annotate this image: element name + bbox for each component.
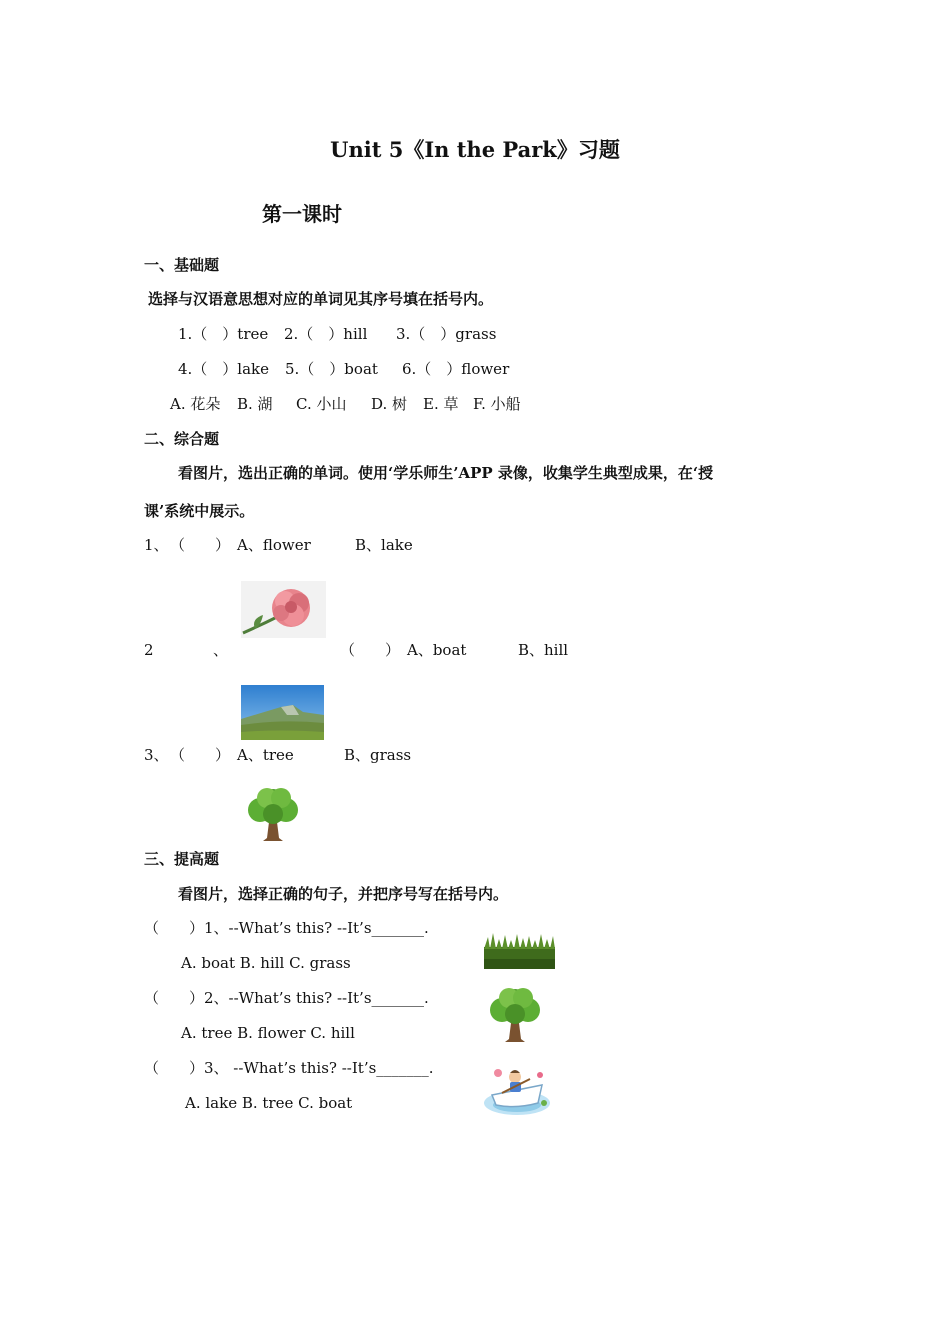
s2-q2-separator: 、 xyxy=(213,641,229,659)
s2-q1-bracket[interactable]: （ ） xyxy=(170,536,231,554)
hill-picture xyxy=(241,685,324,740)
s2-q1-option-a: A、flower xyxy=(237,536,311,554)
section1-heading: 一、基础题 xyxy=(144,256,220,274)
item-6: 6.（ ）flower xyxy=(402,360,510,378)
s3-q3-options: A. lake B. tree C. boat xyxy=(185,1094,353,1112)
option-f: F. 小船 xyxy=(473,395,521,413)
section1-instruction: 选择与汉语意思想对应的单词见其序号填在括号内。 xyxy=(148,290,494,308)
item-2: 2.（ ）hill xyxy=(284,325,368,343)
s2-q3-option-b: B、grass xyxy=(344,746,412,764)
section2-heading: 二、综合题 xyxy=(144,430,220,448)
item-3: 3.（ ）grass xyxy=(396,325,497,343)
s3-q2-bracket[interactable]: （ ） xyxy=(144,989,205,1007)
section3-instruction: 看图片，选择正确的句子，并把序号写在括号内。 xyxy=(178,885,509,903)
item-1: 1.（ ）tree xyxy=(178,325,269,343)
s2-q3-bracket[interactable]: （ ） xyxy=(170,746,231,764)
s3-q1-options: A. boat B. hill C. grass xyxy=(181,954,351,972)
s3-q1-prompt: 1、--What’s this? --It’s_______. xyxy=(204,919,429,937)
grass-picture xyxy=(484,931,555,969)
page-title: Unit 5《In the Park》习题 xyxy=(330,137,620,162)
item-4: 4.（ ）lake xyxy=(178,360,270,378)
section2-instruction-line2: 课’系统中展示。 xyxy=(144,502,255,520)
s2-q2-option-b: B、hill xyxy=(518,641,569,659)
s2-q1-number: 1、 xyxy=(144,536,169,554)
s2-q2-number: 2 xyxy=(144,641,154,659)
tree-picture xyxy=(243,784,303,844)
s2-q3-option-a: A、tree xyxy=(237,746,294,764)
s3-q1-bracket[interactable]: （ ） xyxy=(144,919,205,937)
s3-q2-options: A. tree B. flower C. hill xyxy=(181,1024,355,1042)
s2-q1-option-b: B、lake xyxy=(355,536,413,554)
flower-picture xyxy=(241,581,326,638)
boat-picture xyxy=(482,1063,552,1117)
lesson-title: 第一课时 xyxy=(262,202,342,226)
option-b: B. 湖 xyxy=(237,395,273,413)
section3-heading: 三、提高题 xyxy=(144,850,220,868)
option-a: A. 花朵 xyxy=(170,395,221,413)
s3-q3-bracket[interactable]: （ ） xyxy=(144,1059,205,1077)
tree-picture xyxy=(485,983,545,1045)
option-d: D. 树 xyxy=(371,395,408,413)
s2-q2-option-a: A、boat xyxy=(407,641,467,659)
s2-q2-bracket[interactable]: （ ） xyxy=(340,641,401,659)
s2-q3-number: 3、 xyxy=(144,746,169,764)
item-5: 5.（ ）boat xyxy=(285,360,378,378)
option-c: C. 小山 xyxy=(296,395,347,413)
s3-q3-prompt: 3、 --What’s this? --It’s_______. xyxy=(204,1059,434,1077)
s3-q2-prompt: 2、--What’s this? --It’s_______. xyxy=(204,989,429,1007)
option-e: E. 草 xyxy=(423,395,459,413)
section2-instruction-line1: 看图片，选出正确的单词。使用‘学乐师生’APP 录像，收集学生典型成果，在‘授 xyxy=(178,464,714,482)
